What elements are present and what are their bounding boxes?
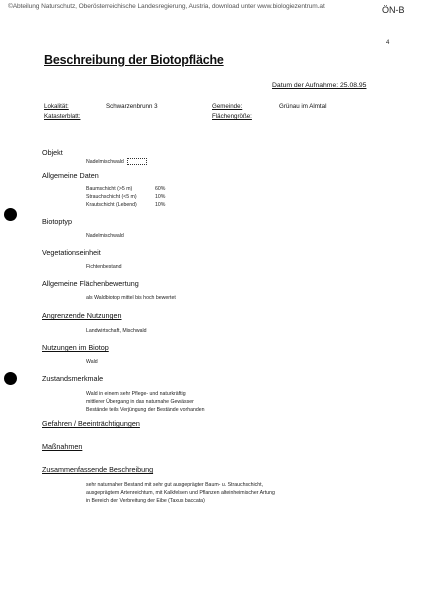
nutzungen-heading: Angrenzende Nutzungen — [42, 311, 122, 320]
zustand-line: Wald in einem sehr Pflege- und naturkräftig — [86, 391, 186, 397]
redacted-mark — [127, 158, 147, 165]
vegetation-text: Fichtenbestand — [86, 264, 122, 270]
flaechenbewertung-text: als Waldbiotop mittel bis hoch bewertet — [86, 295, 176, 301]
zustand-line: mittlerer Übergang in das naturnahe Gewässer — [86, 399, 194, 405]
nutzungen-text: Landwirtschaft, Mischwald — [86, 328, 147, 334]
lokalitaet-label: Lokalität: — [44, 103, 69, 110]
nutzungen-biotop-text: Wald — [86, 359, 98, 365]
data-row-value: 60% — [155, 186, 166, 192]
flaechengroesse-label: Flächengröße: — [212, 113, 252, 120]
nutzungen-biotop-heading: Nutzungen im Biotop — [42, 343, 109, 352]
zustand-heading: Zustandsmerkmale — [42, 374, 104, 383]
watermark-text: ©Abteilung Naturschutz, Oberösterreichische Landesregierung, Austria, download unter www.biologiezentrum.at — [8, 3, 325, 10]
corner-mark: ÖN-B — [382, 5, 405, 15]
data-row-value: 10% — [155, 194, 166, 200]
zusammenfassung-line: in Bereich der Verbreitung der Eibe (Taxus baccata) — [86, 498, 205, 504]
data-row-label: Krautschicht (Lebend) — [86, 202, 137, 208]
corner-number: 4 — [386, 40, 390, 46]
punch-hole-top — [4, 208, 17, 221]
lokalitaet-value: Schwarzenbrunn 3 — [106, 103, 158, 110]
data-row-label: Baumschicht (>5 m) — [86, 186, 133, 192]
vegetation-heading: Vegetationseinheit — [42, 248, 101, 257]
objekt-text: Nadelmischwald — [86, 158, 147, 165]
zusammenfassung-heading: Zusammenfassende Beschreibung — [42, 465, 154, 474]
punch-hole-bottom — [4, 372, 17, 385]
allgemeine-daten-heading: Allgemeine Daten — [42, 171, 99, 180]
data-row-label: Strauchschicht (<5 m) — [86, 194, 137, 200]
flaechenbewertung-heading: Allgemeine Flächenbewertung — [42, 279, 139, 288]
survey-date: Datum der Aufnahme: 25.08.95 — [272, 82, 367, 89]
zustand-line: Bestände teils Verjüngung der Bestände vorhanden — [86, 407, 205, 413]
gemeinde-value: Grünau im Almtal — [279, 103, 327, 110]
zusammenfassung-line: sehr naturnaher Bestand mit sehr gut ausgeprägter Baum- u. Strauchschicht, — [86, 482, 264, 488]
massnahmen-heading: Maßnahmen — [42, 442, 83, 451]
zusammenfassung-line: ausgeprägtem Artenreichtum, mit Kalkfelsen und Pflanzen alteinheimischer Artung — [86, 490, 275, 496]
gemeinde-label: Gemeinde: — [212, 103, 243, 110]
data-row-value: 10% — [155, 202, 166, 208]
biotoptyp-text: Nadelmischwald — [86, 233, 124, 239]
gefahren-heading: Gefahren / Beeinträchtigungen — [42, 419, 140, 428]
katasterblatt-label: Katasterblatt: — [44, 113, 81, 120]
objekt-heading: Objekt — [42, 148, 63, 157]
page-title: Beschreibung der Biotopfläche — [44, 53, 224, 67]
biotoptyp-heading: Biotoptyp — [42, 217, 72, 226]
